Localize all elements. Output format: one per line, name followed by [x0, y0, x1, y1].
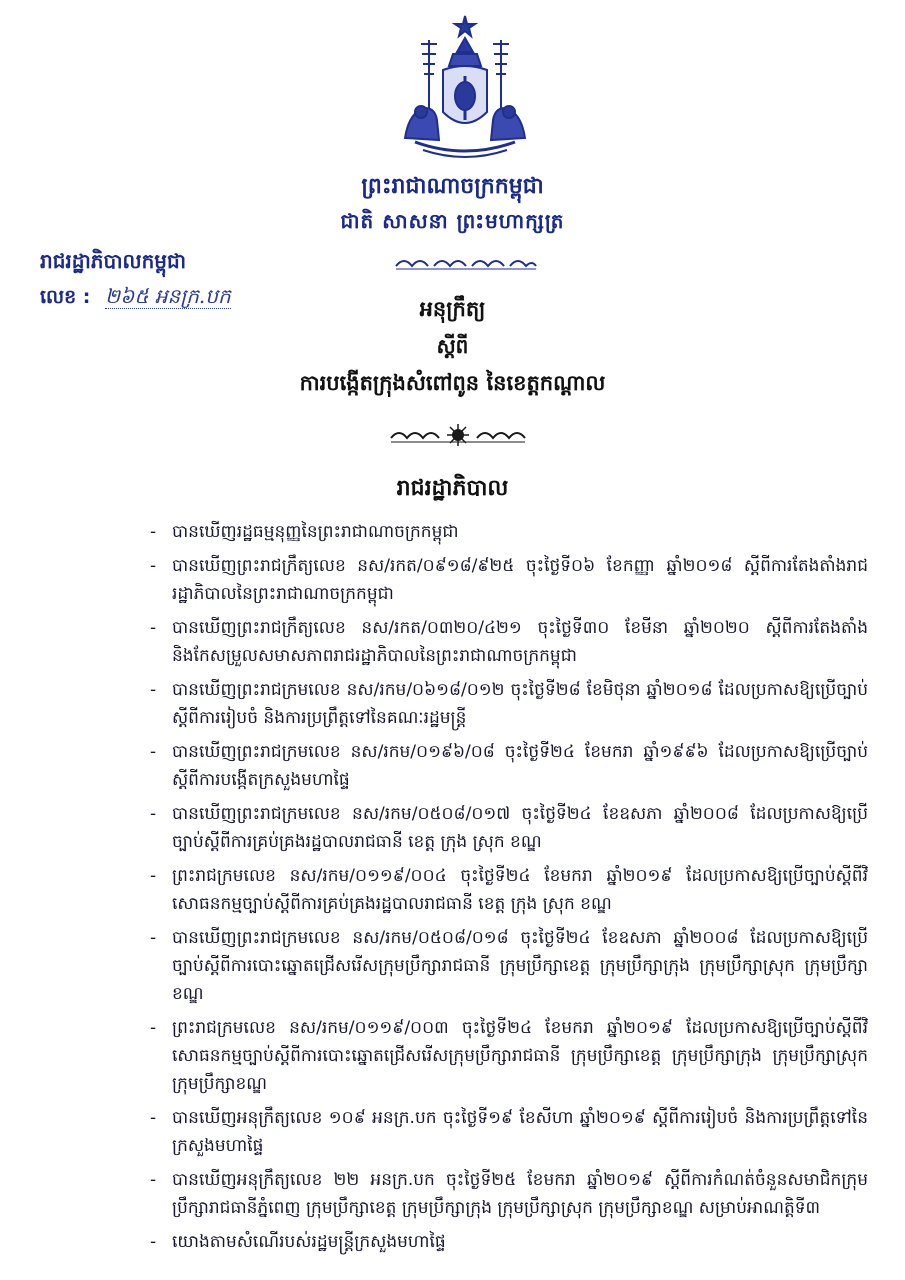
- clause-text: បានឃើញអនុក្រឹត្យលេខ ១០៩ អនក្រ.បក ចុះថ្ងៃទី១៩ ខែសីហា ឆ្នាំ២០១៩ ស្តីពីការរៀបចំ និងការប្រព្រឹត្តទៅនៃក្រសួងមហាផ្ទៃ: [172, 1108, 868, 1156]
- list-item: [148, 862, 868, 918]
- clause-text: បានឃើញរដ្ឋធម្មនុញ្ញនៃព្រះរាជាណាចក្រកម្ពុជា: [172, 522, 459, 542]
- issuer-name: រាជរដ្ឋាភិបាលកម្ពុជា: [40, 249, 186, 273]
- preamble-clauses: [148, 518, 868, 1262]
- national-motto: ជាតិ សាសនា ព្រះមហាក្សត្រ: [340, 209, 565, 233]
- ornamental-divider-icon: [390, 252, 540, 274]
- issuing-authority: រាជរដ្ឋាភិបាល: [396, 476, 509, 501]
- bullet-dash: -: [150, 866, 157, 886]
- list-item: [148, 738, 868, 794]
- bullet-dash: -: [150, 522, 157, 542]
- list-item: [148, 1014, 868, 1098]
- bullet-dash: -: [150, 742, 157, 762]
- clause-text: ព្រះរាជក្រមលេខ នស/រកម/០១១៩/០០៣ ចុះថ្ងៃទី២៤ ខែមករា ឆ្នាំ២០១៩ ដែលប្រកាសឱ្យប្រើច្បាប់ស្តីពីវិសោធនកម្មច្បាប់ស្តីពីការបោះឆ្នោតជ្រើសរើសក្រុមប្រឹក្សារាជធានី ក្រុមប្រឹក្សាខេត្ត ក្រុមប្រឹក្សាក្រុង ក្រុមប្រឹក្សាស្រុក ក្រុមប្រឹក្សាខណ្ឌ: [172, 1018, 868, 1094]
- bullet-dash: -: [150, 928, 157, 948]
- list-item: [148, 518, 868, 546]
- clause-text: បានឃើញព្រះរាជក្រមលេខ នស/រកម/០៦១៨/០១២ ចុះថ្ងៃទី២៨ ខែមិថុនា ឆ្នាំ២០១៨ ដែលប្រកាសឱ្យប្រើច្បាប់ស្តីពីការរៀបចំ និងការប្រព្រឹត្តទៅនៃគណៈរដ្ឋមន្ត្រី: [172, 680, 868, 728]
- list-item: [148, 924, 868, 1008]
- clause-text: បានឃើញអនុក្រឹត្យលេខ ២២ អនក្រ.បក ចុះថ្ងៃទី២៥ ខែមករា ឆ្នាំ២០១៩ ស្តីពីការកំណត់ចំនួនសមាជិកក្រុមប្រឹក្សារាជធានីភ្នំពេញ ក្រុមប្រឹក្សាខេត្ត ក្រុមប្រឹក្សាក្រុង ក្រុមប្រឹក្សាស្រុក ក្រុមប្រឹក្សាខណ្ឌ សម្រាប់អាណត្តិទី៣: [172, 1170, 868, 1218]
- bullet-dash: -: [150, 1018, 157, 1038]
- bullet-dash: -: [150, 1170, 157, 1190]
- clause-text: បានឃើញព្រះរាជក្រមលេខ នស/រកម/០៥០៨/០១៨ ចុះថ្ងៃទី២៤ ខែឧសភា ឆ្នាំ២០០៨ ដែលប្រកាសឱ្យប្រើច្បាប់ស្តីពីការបោះឆ្នោតជ្រើសរើសក្រុមប្រឹក្សារាជធានី ក្រុមប្រឹក្សាខេត្ត ក្រុមប្រឹក្សាក្រុង ក្រុមប្រឹក្សាស្រុក ក្រុមប្រឹក្សាខណ្ឌ: [172, 928, 868, 1004]
- document-title: ការបង្កើតក្រុងសំពៅពូន នៃខេត្តកណ្តាល: [299, 371, 606, 395]
- bullet-dash: -: [150, 618, 157, 638]
- bullet-dash: -: [150, 1108, 157, 1128]
- document-type: អនុក្រឹត្យ: [419, 297, 486, 321]
- royal-arms-emblem-icon: [395, 12, 535, 162]
- list-item: [148, 614, 868, 670]
- bullet-dash: -: [150, 1232, 157, 1252]
- clause-text: បានឃើញព្រះរាជក្រឹត្យលេខ នស/រកត/០៣២០/៤២១ ចុះថ្ងៃទី៣០ ខែមីនា ឆ្នាំ២០២០ ស្តីពីការតែងតាំង និងកែសម្រួលសមាសភាពរាជរដ្ឋាភិបាលនៃព្រះរាជាណាចក្រកម្ពុជា: [172, 618, 868, 666]
- list-item: [148, 800, 868, 856]
- list-item: [148, 676, 868, 732]
- clause-text: បានឃើញព្រះរាជក្រមលេខ នស/រកម/០៥០៨/០១៧ ចុះថ្ងៃទី២៤ ខែឧសភា ឆ្នាំ២០០៨ ដែលប្រកាសឱ្យប្រើច្បាប់ស្តីពីការគ្រប់គ្រងរដ្ឋបាលរាជធានី ខេត្ត ក្រុង ស្រុក ខណ្ឌ: [172, 804, 868, 852]
- clause-text: ព្រះរាជក្រមលេខ នស/រកម/០១១៩/០០៤ ចុះថ្ងៃទី២៤ ខែមករា ឆ្នាំ២០១៩ ដែលប្រកាសឱ្យប្រើច្បាប់ស្តីពីវិសោធនកម្មច្បាប់ស្តីពីការគ្រប់គ្រងរដ្ឋបាលរាជធានី ខេត្ត ក្រុង ស្រុក ខណ្ឌ: [172, 866, 868, 914]
- kingdom-heading: ព្រះរាជាណាចក្រកម្ពុជា: [361, 174, 544, 199]
- list-item: [148, 552, 868, 608]
- list-item: [148, 1228, 868, 1256]
- document-number-value: ២៦៥ អនក្រ.បក: [105, 284, 231, 308]
- list-item: [148, 1104, 868, 1160]
- bullet-dash: -: [150, 680, 157, 700]
- document-about: ស្តីពី: [436, 334, 469, 358]
- clause-text: យោងតាមសំណើរបស់រដ្ឋមន្ត្រីក្រសួងមហាផ្ទៃ: [172, 1232, 446, 1252]
- clause-text: បានឃើញព្រះរាជក្រមលេខ នស/រកម/០១៩៦/០៨ ចុះថ្ងៃទី២៤ ខែមករា ឆ្នាំ១៩៩៦ ដែលប្រកាសឱ្យប្រើច្បាប់ស្តីពីការបង្កើតក្រសួងមហាផ្ទៃ: [172, 742, 868, 790]
- document-number-label: លេខ :: [40, 286, 91, 308]
- clause-text: បានឃើញព្រះរាជក្រឹត្យលេខ នស/រកត/០៩១៨/៩២៥ ចុះថ្ងៃទី០៦ ខែកញ្ញា ឆ្នាំ២០១៨ ស្តីពីការតែងតាំងរាជរដ្ឋាភិបាលនៃព្រះរាជាណាចក្រកម្ពុជា: [172, 556, 868, 604]
- ornamental-divider-icon: [383, 422, 533, 448]
- bullet-dash: -: [150, 804, 157, 824]
- bullet-dash: -: [150, 556, 157, 576]
- list-item: [148, 1166, 868, 1222]
